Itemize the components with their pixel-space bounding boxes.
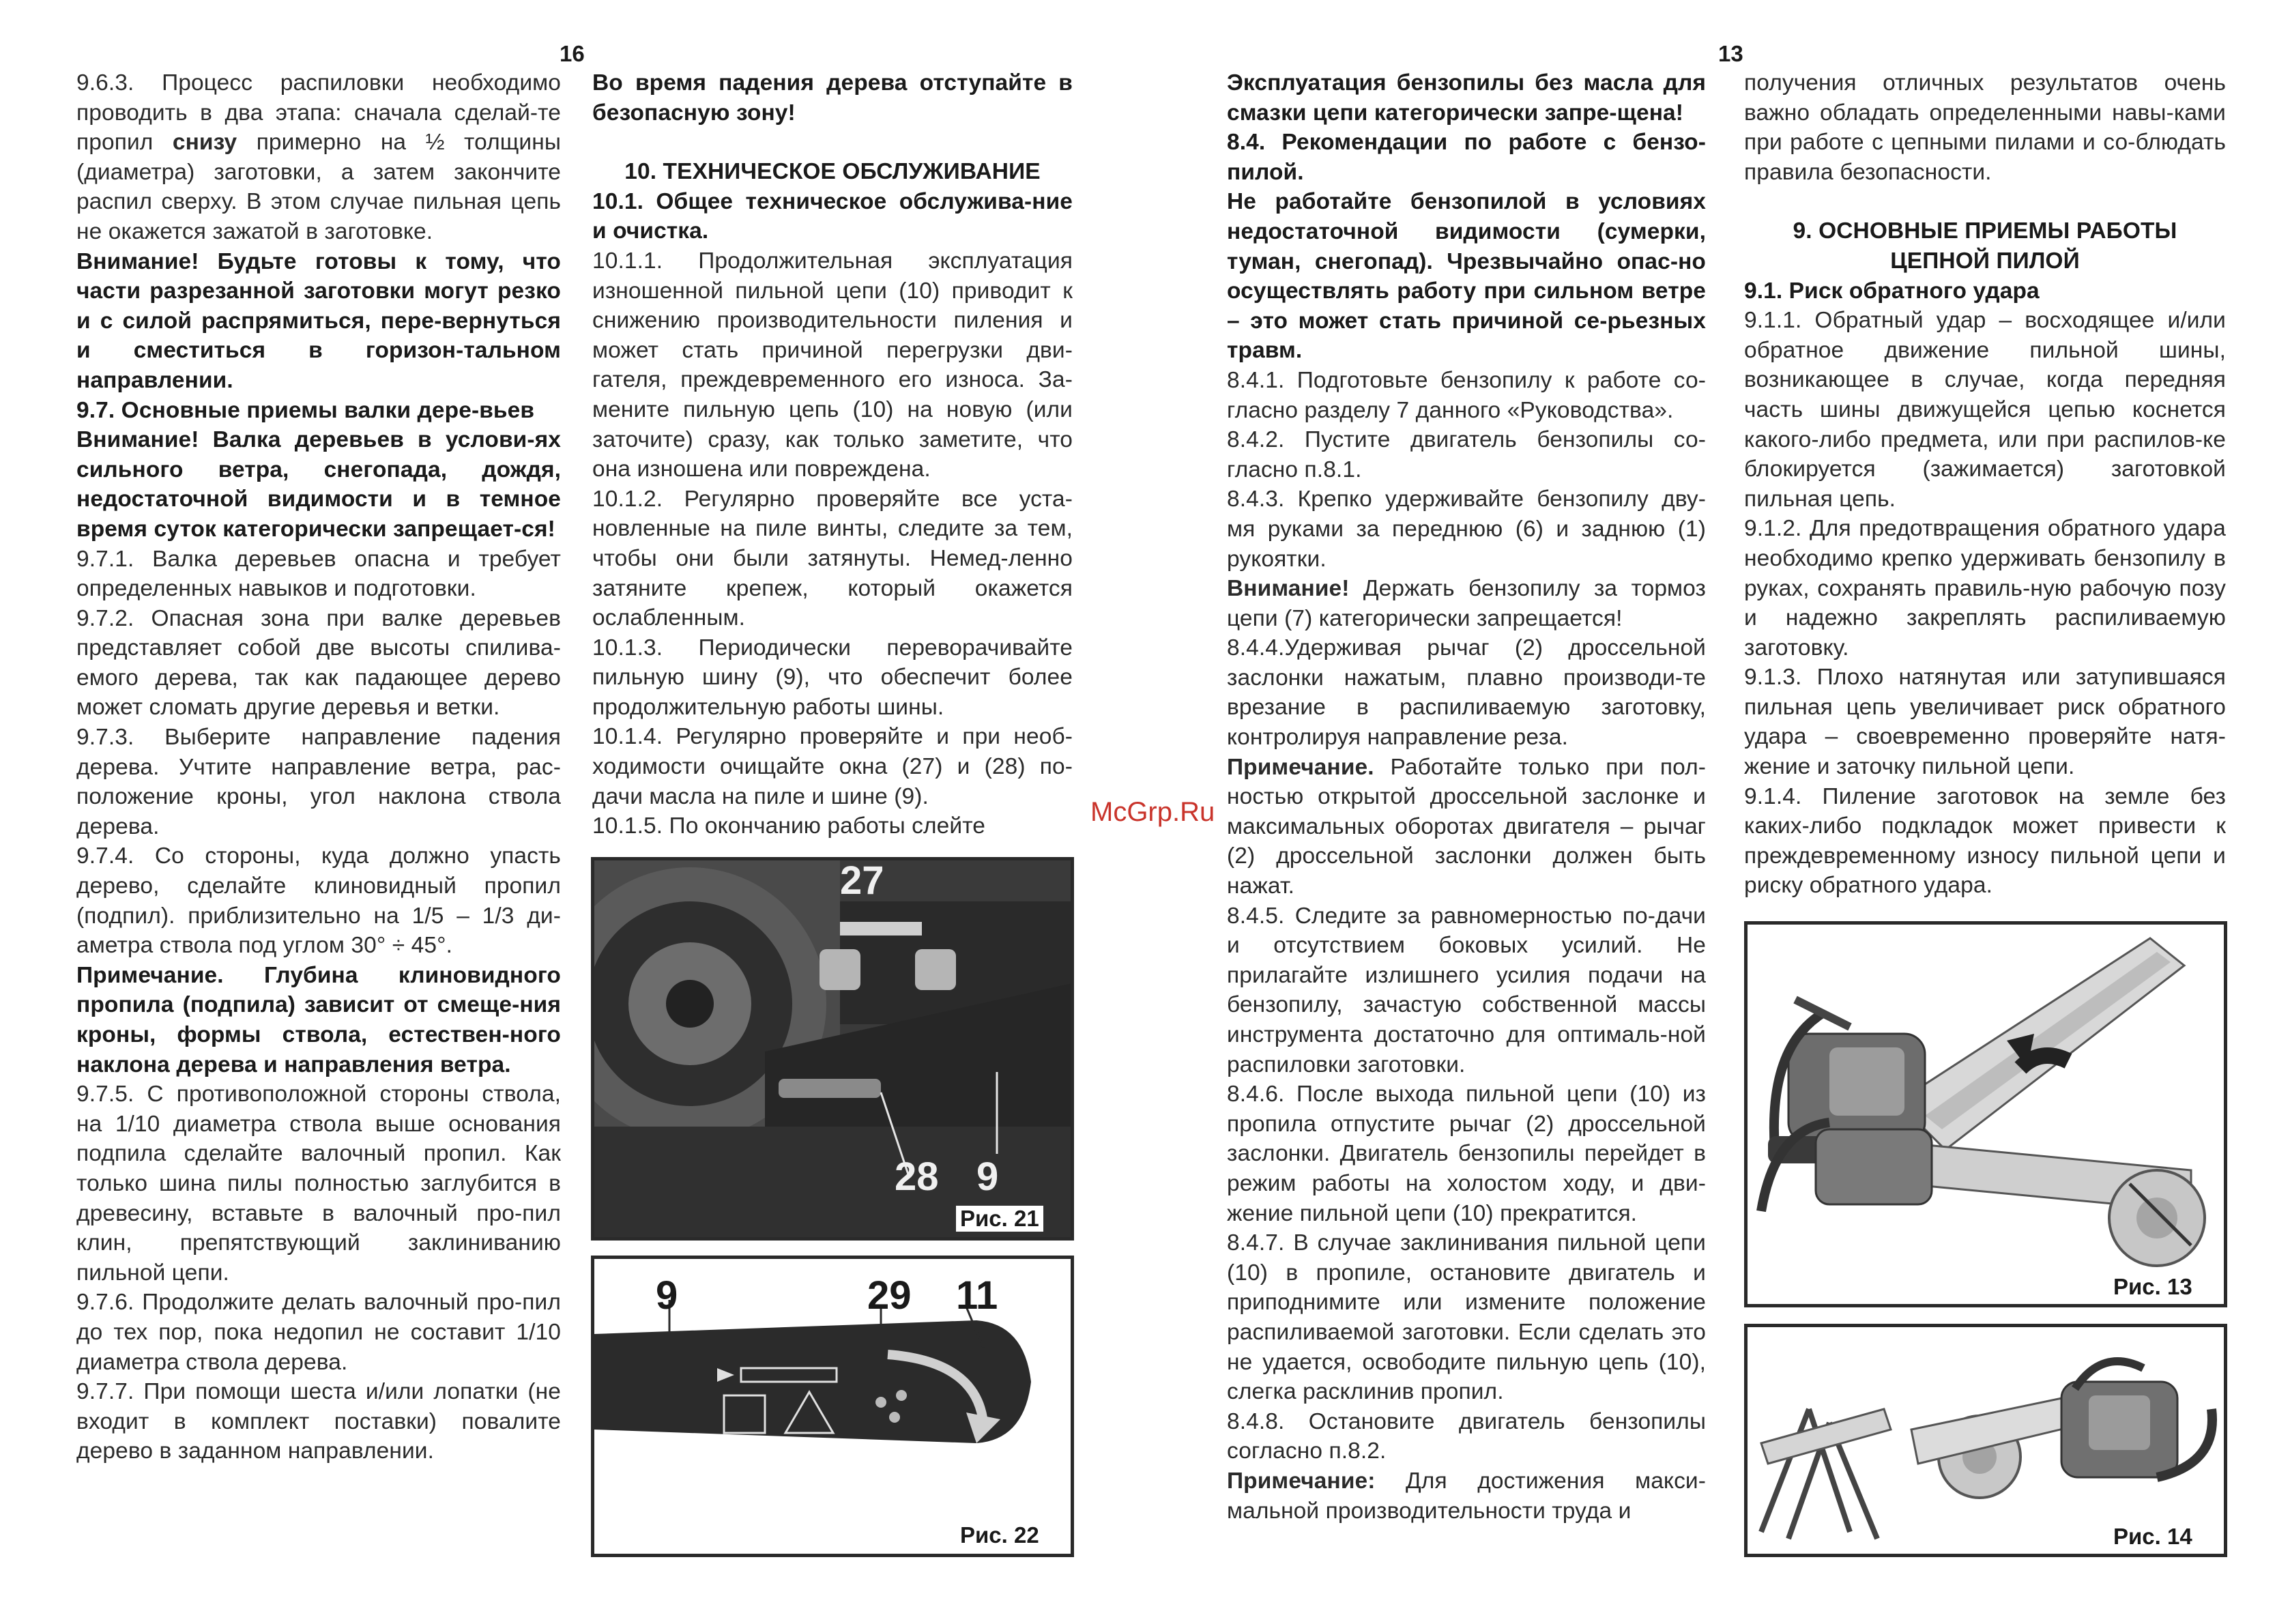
para-skills: получения отличных результатов очень важно обладать определенными навы-ками при работе с цепными пилами и со-блюдать правила безопасности. [1744,70,2226,185]
para-9-7-2: 9.7.2. Опасная зона при валке деревьев представляет собой две высоты спилива-емого дерева, так как падающее дерево может сломать другие деревья и ветки. [76,605,561,721]
column-3 [1227,68,1706,1526]
para-8-4-3: 8.4.3. Крепко удерживайте бензопилу дву-мя руками за переднюю (6) и заднюю (1) рукоятки. [1227,487,1706,572]
para-9-1-1: 9.1.1. Обратный удар – восходящее и/или обратное движение пильной шины, возникающее в случае, когда передняя часть шины движущейся цепью коснется какого-либо предмета, или при распилов-ке блокируется (зажимается) заготовкой пильная цепь. [1744,308,2226,512]
page-number-right: 13 [1718,41,1743,66]
callout-27: 27 [840,858,884,903]
para-9-1-4: 9.1.4. Пиление заготовок на земле без каких-либо подкладок может привести к преждевременному износу пильной цепи и риску обратного удара. [1744,783,2226,899]
para-9-1-2: 9.1.2. Для предотвращения обратного удара необходимо крепко удерживать бензопилу в руках, сохранять правиль-ную рабочую позу и надежно закреплять распиливаемую заготовку. [1744,516,2226,661]
para-10-1-1: 10.1.1. Продолжительная эксплуатация изношенной пильной цепи (10) приводит к снижению производительности пиления и может стать причиной перегрузки дви-гателя, преждевременного его износа. За-мените пильную цепь (10) на новую (или заточите) сразу, как только заметите, что она изношена или повреждена. [592,248,1073,482]
para-10-1-4: 10.1.4. Регулярно проверяйте и при необ-ходимости очищайте окна (27) и (28) по-дачи масла на пиле и шине (9). [592,724,1073,809]
figure-13 [1744,921,2227,1307]
chainsaw-oil-windows-illustration [594,860,1072,1238]
figure-21-caption: Рис. 21 [956,1206,1043,1232]
para-9-7-1: 9.7.1. Валка деревьев опасна и требует определенных навыков и подготовки. [76,546,561,602]
warning-felling: Внимание! Валка деревьев в услови-ях сильного ветра, снегопада, дождя, недостаточной видимости и в темное время суток категорически запрещает-ся! [76,427,561,542]
warning-falling-tree: Во время падения дерева отступайте в безопасную зону! [592,70,1073,126]
callout-9: 9 [656,1273,678,1318]
figure-22 [591,1256,1074,1557]
para-8-4-2: 8.4.2. Пустите двигатель бензопилы со-гласно п.8.1. [1227,427,1706,482]
para-8-4-6: 8.4.6. После выхода пильной цепи (10) из пропила отпустите рычаг (2) дроссельной заслонки. Двигатель бензопилы перейдет в режим работы на холостом ходу, и дви-жение пильной цепи (10) прекратится. [1227,1082,1706,1226]
para-10-1-5: 10.1.5. По окончанию работы слейте [592,813,986,839]
callout-28: 28 [895,1155,939,1199]
column-2 [592,68,1073,841]
sawhorse-illustration [1748,1327,2224,1554]
heading-9: 9. ОСНОВНЫЕ ПРИЕМЫ РАБОТЫ ЦЕПНОЙ ПИЛОЙ [1793,218,2177,274]
column-4 [1744,68,2226,901]
heading-10: 10. ТЕХНИЧЕСКОЕ ОБСЛУЖИВАНИЕ [624,159,1041,185]
note-productivity: Примечание: Для достижения макси-мальной производительности труда и [1227,1468,1706,1524]
callout-11: 11 [956,1273,998,1318]
para-8-4-8: 8.4.8. Остановите двигатель бензопилы согласно п.8.2. [1227,1408,1706,1464]
para-9-7-7: 9.7.7. При помощи шеста и/или лопатки (не входит в комплект поставки) повалите дерево в заданном направлении. [76,1379,561,1464]
warning-parts: Внимание! Будьте готовы к тому, что части разрезанной заготовки могут резко и с силой распрямиться, пере-вернуться и сместиться в горизон-тальном направлении. [76,248,561,393]
figure-14-caption: Рис. 14 [2109,1524,2197,1550]
para-9-7-4: 9.7.4. Со стороны, куда должно упасть дерево, сделайте клиновидный пропил (подпил). приблизительно на 1/5 – 1/3 ди-аметра ствола под углом 30° ÷ 45°. [76,843,561,959]
para-8-4-7: 8.4.7. В случае заклинивания пильной цепи (10) в пропиле, остановите двигатель и приподнимите или измените положение распиливаемой заготовки. Если сделать это не удается, освободите пильную цепь (10), слегка расклинив пропил. [1227,1230,1706,1405]
figure-14 [1744,1324,2227,1557]
para-10-1-2: 10.1.2. Регулярно проверяйте все уста-новленные на пиле винты, следите за тем, чтобы они были затянуты. Немед-ленно затяните крепеж, который окажется ослабленным. [592,486,1073,631]
warning-no-oil: Эксплуатация бензопилы без масла для смазки цепи категорически запре-щена! [1227,70,1706,126]
warning-visibility: Не работайте бензопилой в условиях недостаточной видимости (сумерки, туман, снегопад). Чрезвычайно опас-но осуществлять работу при сильном ветре – это может стать причиной се-рьезных травм. [1227,189,1706,364]
callout-29: 29 [867,1273,912,1318]
kickback-illustration [1748,925,2224,1304]
para-8-4-1: 8.4.1. Подготовьте бензопилу к работе со-гласно разделу 7 данного «Руководства». [1227,367,1706,423]
figure-13-caption: Рис. 13 [2109,1274,2197,1300]
para-8-4-4: 8.4.4.Удерживая рычаг (2) дроссельной заслонки нажатым, плавно производи-те врезание в распиливаемую заготовку, контролируя направление реза. [1227,635,1706,751]
warning-chain-brake: Внимание! Держать бензопилу за тормоз цепи (7) категорически запрещается! [1227,576,1706,631]
heading-9-1: 9.1. Риск обратного удара [1744,278,2040,304]
para-8-4-5: 8.4.5. Следите за равномерностью по-дачи и отсутствием боковых усилий. Не прилагайте излишнего усилия подачи на бензопилу, зачастую собственной массы инструмента достаточно для оптималь-ной распиловки заготовки. [1227,903,1706,1077]
column-1 [76,68,561,1466]
para-9-7-6: 9.7.6. Продолжите делать валочный про-пил до тех пор, пока недопил не составит 1/10 диаметра ствола дерева. [76,1290,561,1375]
para-9-7-3: 9.7.3. Выберите направление падения дерева. Учтите направление ветра, рас-положение кроны, угол наклона ствола дерева. [76,725,561,839]
figure-22-caption: Рис. 22 [956,1522,1043,1548]
callout-9: 9 [976,1155,999,1199]
page-number-left: 16 [560,41,585,66]
figure-21 [591,857,1074,1241]
note-wedge-cut: Примечание. Глубина клиновидного пропила (подпила) зависит от смеще-ния кроны, формы ствола, естествен-ного наклона дерева и направления ветра. [76,962,561,1077]
para-10-1-3: 10.1.3. Периодически переворачивайте пильную шину (9), что обеспечит более продолжительную работы шины. [592,635,1073,720]
para-9-6-3: 9.6.3. Процесс распиловки необходимо проводить в два этапа: сначала сделай-те пропил снизу примерно на ½ толщины (диаметра) заготовки, а затем закончите распил сверху. В этом случае пильная цепь не окажется зажатой в заготовке. [76,70,562,244]
note-throttle: Примечание. Работайте только при пол-ностью открытой дроссельной заслонке и максимальных оборотах двигателя – рычаг (2) дроссельной заслонки должен быть нажат. [1227,754,1706,899]
heading-8-4: 8.4. Рекомендации по работе с бензо-пилой. [1227,130,1706,185]
heading-9-7: 9.7. Основные приемы валки дере-вьев [76,397,535,423]
heading-10-1: 10.1. Общее техническое обслужива-ние и очистка. [592,188,1073,244]
watermark: McGrp.Ru [1090,797,1215,827]
para-9-1-3: 9.1.3. Плохо натянутая или затупившаяся пильная цепь увеличивает риск обратного удара – своевременно проверяйте натя-жение и заточку пильной цепи. [1744,665,2226,780]
para-9-7-5: 9.7.5. С противоположной стороны ствола, на 1/10 диаметра ствола выше основания подпила сделайте валочный пропил. Как только шина пилы полностью заглубится в древесину, вставьте в валочный про-пил клин, препятствующий заклиниванию пильной цепи. [76,1082,561,1286]
